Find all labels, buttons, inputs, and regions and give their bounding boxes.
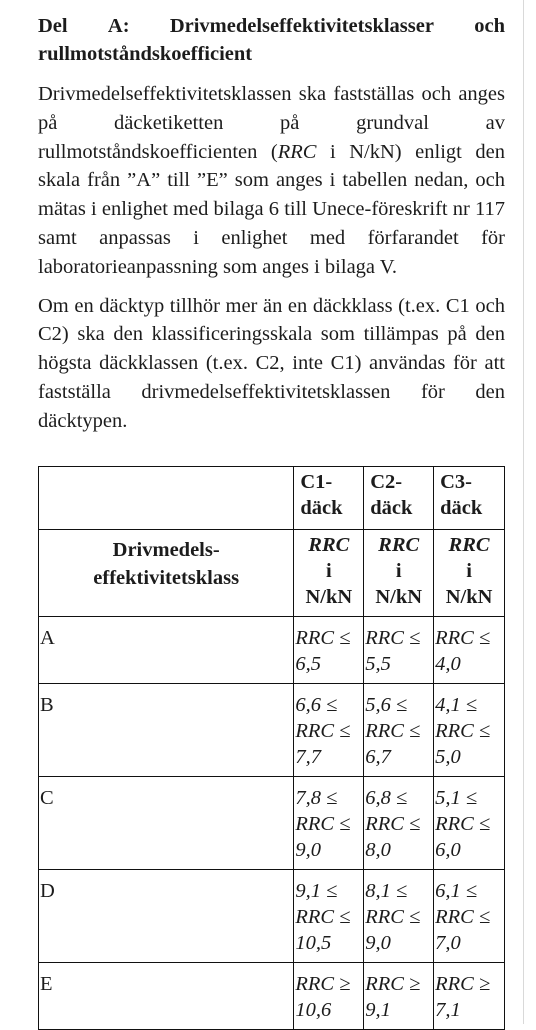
paragraph-scale-rrc: RRC: [277, 140, 317, 163]
table-unit-header-c3: RRC i N/kN: [434, 530, 505, 617]
table-class-label: C: [39, 777, 294, 870]
heading-word-och: och: [474, 15, 505, 37]
table-cell-c1: RRC ≤ 6,5: [294, 617, 364, 684]
table-header-empty-cell: [39, 467, 294, 530]
paragraph-scale-start: Drivmedelseffektivitetsklassen ska fastställas och anges på däcketiketten på grundval av rullmotståndskoefficienten (: [38, 83, 505, 163]
paragraph-scale-end: i N/kN) enligt den skala från ”A” till ”E” som anges i tabellen nedan, och mätas i enlighet med bilaga 6 till Unece-föreskrift nr 117 samt anpassas i enlighet med förfarandet för laboratorieanpassning som anges i bilaga V.: [38, 140, 505, 278]
table-cell-c3: RRC ≤ 4,0: [434, 617, 505, 684]
table-cell-c2: RRC ≥ 9,1: [364, 963, 434, 1030]
table-cell-c1: 7,8 ≤ RRC ≤ 9,0: [294, 777, 364, 870]
table-cell-c2: 5,6 ≤ RRC ≤ 6,7: [364, 684, 434, 777]
table-header-c3: C3- däck: [434, 467, 505, 530]
table-class-label: A: [39, 617, 294, 684]
heading-word-a: A:: [107, 15, 130, 37]
table-class-header: Drivmedels- effektivitetsklass: [39, 530, 294, 617]
table-class-label: D: [39, 870, 294, 963]
heading-line-2: rullmotståndskoefficient: [38, 43, 253, 65]
table-unit-header-c1: RRC i N/kN: [294, 530, 364, 617]
table-subheader-row: [39, 530, 505, 617]
document-page: [38, 12, 505, 446]
heading-word-classes: Drivmedelseffektivitetsklasser: [169, 15, 434, 37]
heading-word-del: Del: [38, 15, 68, 37]
table-row-class-e: [39, 963, 505, 1030]
paragraph-scale: [38, 80, 505, 282]
paragraph-tyre-classes: Om en däcktyp tillhör mer än en däckklass (t.ex. C1 och C2) ska den klassificeringsskala som tillämpas på den högsta däckklassen (t.ex. C2, inte C1) användas för att fastställa drivmedelseffektivitetsklassen för den däcktypen.: [38, 294, 505, 432]
table-header-c2: C2- däck: [364, 467, 434, 530]
table-header-c1: C1- däck: [294, 467, 364, 530]
page-edge-rule: [523, 0, 524, 1024]
table-cell-c1: RRC ≥ 10,6: [294, 963, 364, 1030]
table-header-row: [39, 467, 505, 530]
table-row-class-a: [39, 617, 505, 684]
table-class-label: E: [39, 963, 294, 1030]
table-cell-c3: 5,1 ≤ RRC ≤ 6,0: [434, 777, 505, 870]
rrc-class-table: [38, 466, 505, 1030]
table-row-class-b: [39, 684, 505, 777]
table-cell-c3: 4,1 ≤ RRC ≤ 5,0: [434, 684, 505, 777]
table-row-class-c: [39, 777, 505, 870]
table-cell-c2: RRC ≤ 5,5: [364, 617, 434, 684]
table-row-class-d: [39, 870, 505, 963]
table-cell-c2: 6,8 ≤ RRC ≤ 8,0: [364, 777, 434, 870]
table-cell-c3: RRC ≥ 7,1: [434, 963, 505, 1030]
section-heading: [38, 12, 505, 68]
table-unit-header-c2: RRC i N/kN: [364, 530, 434, 617]
table-cell-c2: 8,1 ≤ RRC ≤ 9,0: [364, 870, 434, 963]
table-class-label: B: [39, 684, 294, 777]
table-cell-c1: 9,1 ≤ RRC ≤ 10,5: [294, 870, 364, 963]
table-cell-c1: 6,6 ≤ RRC ≤ 7,7: [294, 684, 364, 777]
table-cell-c3: 6,1 ≤ RRC ≤ 7,0: [434, 870, 505, 963]
heading-line-1: [38, 12, 505, 40]
